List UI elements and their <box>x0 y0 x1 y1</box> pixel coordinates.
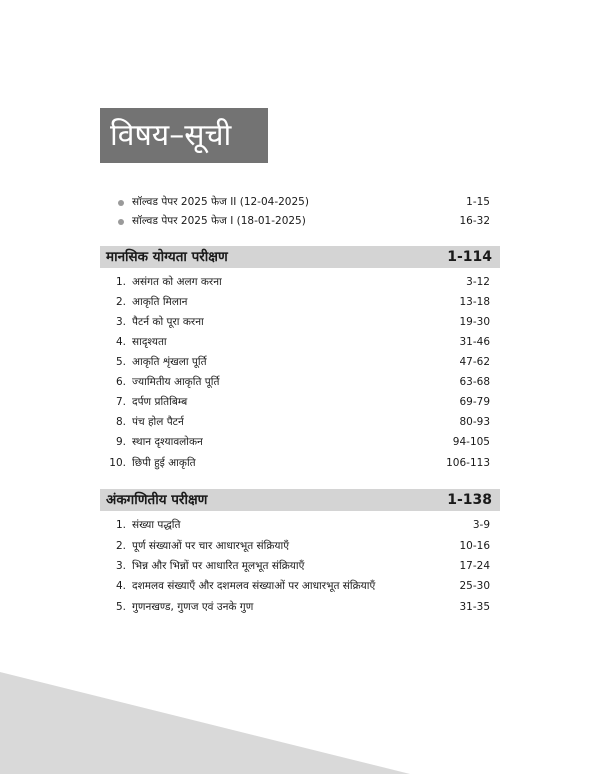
item-pages: 10-16 <box>459 540 490 552</box>
item-title: गुणनखण्ड, गुणज एवं उनके गुण <box>132 601 254 613</box>
item-number: 9. <box>115 436 126 448</box>
item-pages: 31-35 <box>459 601 490 613</box>
toc-item <box>108 273 490 291</box>
item-title: छिपी हुई आकृति <box>132 457 196 469</box>
prelim-entry <box>118 213 490 230</box>
item-pages: 25-30 <box>459 580 490 592</box>
item-number: 2. <box>115 540 126 552</box>
title-box <box>100 108 268 163</box>
item-pages: 69-79 <box>459 396 490 408</box>
section-title: अंकगणितीय परीक्षण <box>106 492 208 508</box>
item-pages: 3-9 <box>472 519 490 531</box>
item-number: 5. <box>115 601 126 613</box>
item-title: आकृति मिलान <box>132 296 188 308</box>
section-pages: 1-114 <box>447 249 492 265</box>
prelim-pages: 16-32 <box>459 215 490 227</box>
item-pages: 63-68 <box>459 376 490 388</box>
section-title: मानसिक योग्यता परीक्षण <box>106 249 228 265</box>
item-pages: 17-24 <box>459 560 490 572</box>
item-number: 7. <box>115 396 126 408</box>
item-title: पूर्ण संख्याओं पर चार आधारभूत संक्रियाएँ <box>132 540 290 552</box>
toc-item <box>108 313 490 331</box>
section-pages: 1-138 <box>447 492 492 508</box>
item-pages: 80-93 <box>459 416 490 428</box>
item-title: ज्यामितीय आकृति पूर्ति <box>132 376 220 388</box>
toc-item <box>108 516 490 534</box>
item-title: पंच होल पैटर्न <box>132 416 184 428</box>
item-number: 3. <box>115 316 126 328</box>
bullet-icon <box>118 200 124 206</box>
item-title: संख्या पद्धति <box>132 519 181 531</box>
toc-item <box>108 353 490 371</box>
prelim-pages: 1-15 <box>466 196 490 208</box>
toc-item <box>108 577 490 595</box>
item-title: दशमलव संख्याएँ और दशमलव संख्याओं पर आधारभूत संक्रियाएँ <box>132 580 376 592</box>
item-title: पैटर्न को पूरा करना <box>132 316 204 328</box>
toc-item <box>108 413 490 431</box>
toc-item <box>108 537 490 555</box>
item-number: 10. <box>109 457 126 469</box>
toc-item <box>108 393 490 411</box>
toc-item <box>108 598 490 616</box>
section-header <box>100 246 500 268</box>
item-number: 1. <box>115 276 126 288</box>
item-pages: 3-12 <box>466 276 490 288</box>
item-title: भिन्न और भिन्नों पर आधारित मूलभूत संक्रियाएँ <box>132 560 305 572</box>
page-title: विषय–सूची <box>110 118 232 153</box>
item-number: 3. <box>115 560 126 572</box>
toc-item <box>108 454 490 472</box>
toc-item <box>108 373 490 391</box>
bullet-icon <box>118 219 124 225</box>
item-number: 4. <box>115 580 126 592</box>
toc-item <box>108 293 490 311</box>
item-pages: 106-113 <box>446 457 490 469</box>
toc-item <box>108 433 490 451</box>
item-number: 6. <box>115 376 126 388</box>
item-title: आकृति शृंखला पूर्ति <box>132 356 207 368</box>
prelim-label: सॉल्वड पेपर 2025 फेज II (12-04-2025) <box>132 196 309 208</box>
item-number: 2. <box>115 296 126 308</box>
item-number: 5. <box>115 356 126 368</box>
item-pages: 13-18 <box>459 296 490 308</box>
prelim-label: सॉल्वड पेपर 2025 फेज I (18-01-2025) <box>132 215 306 227</box>
item-title: स्थान दृश्यावलोकन <box>132 436 203 448</box>
item-number: 8. <box>115 416 126 428</box>
item-title: दर्पण प्रतिबिम्ब <box>132 396 188 408</box>
item-pages: 31-46 <box>459 336 490 348</box>
prelim-entry <box>118 194 490 211</box>
item-pages: 94-105 <box>452 436 490 448</box>
item-title: सादृश्यता <box>132 336 167 348</box>
toc-item <box>108 557 490 575</box>
item-pages: 19-30 <box>459 316 490 328</box>
section-header <box>100 489 500 511</box>
item-number: 4. <box>115 336 126 348</box>
item-title: असंगत को अलग करना <box>132 276 222 288</box>
item-number: 1. <box>115 519 126 531</box>
item-pages: 47-62 <box>459 356 490 368</box>
toc-item <box>108 333 490 351</box>
